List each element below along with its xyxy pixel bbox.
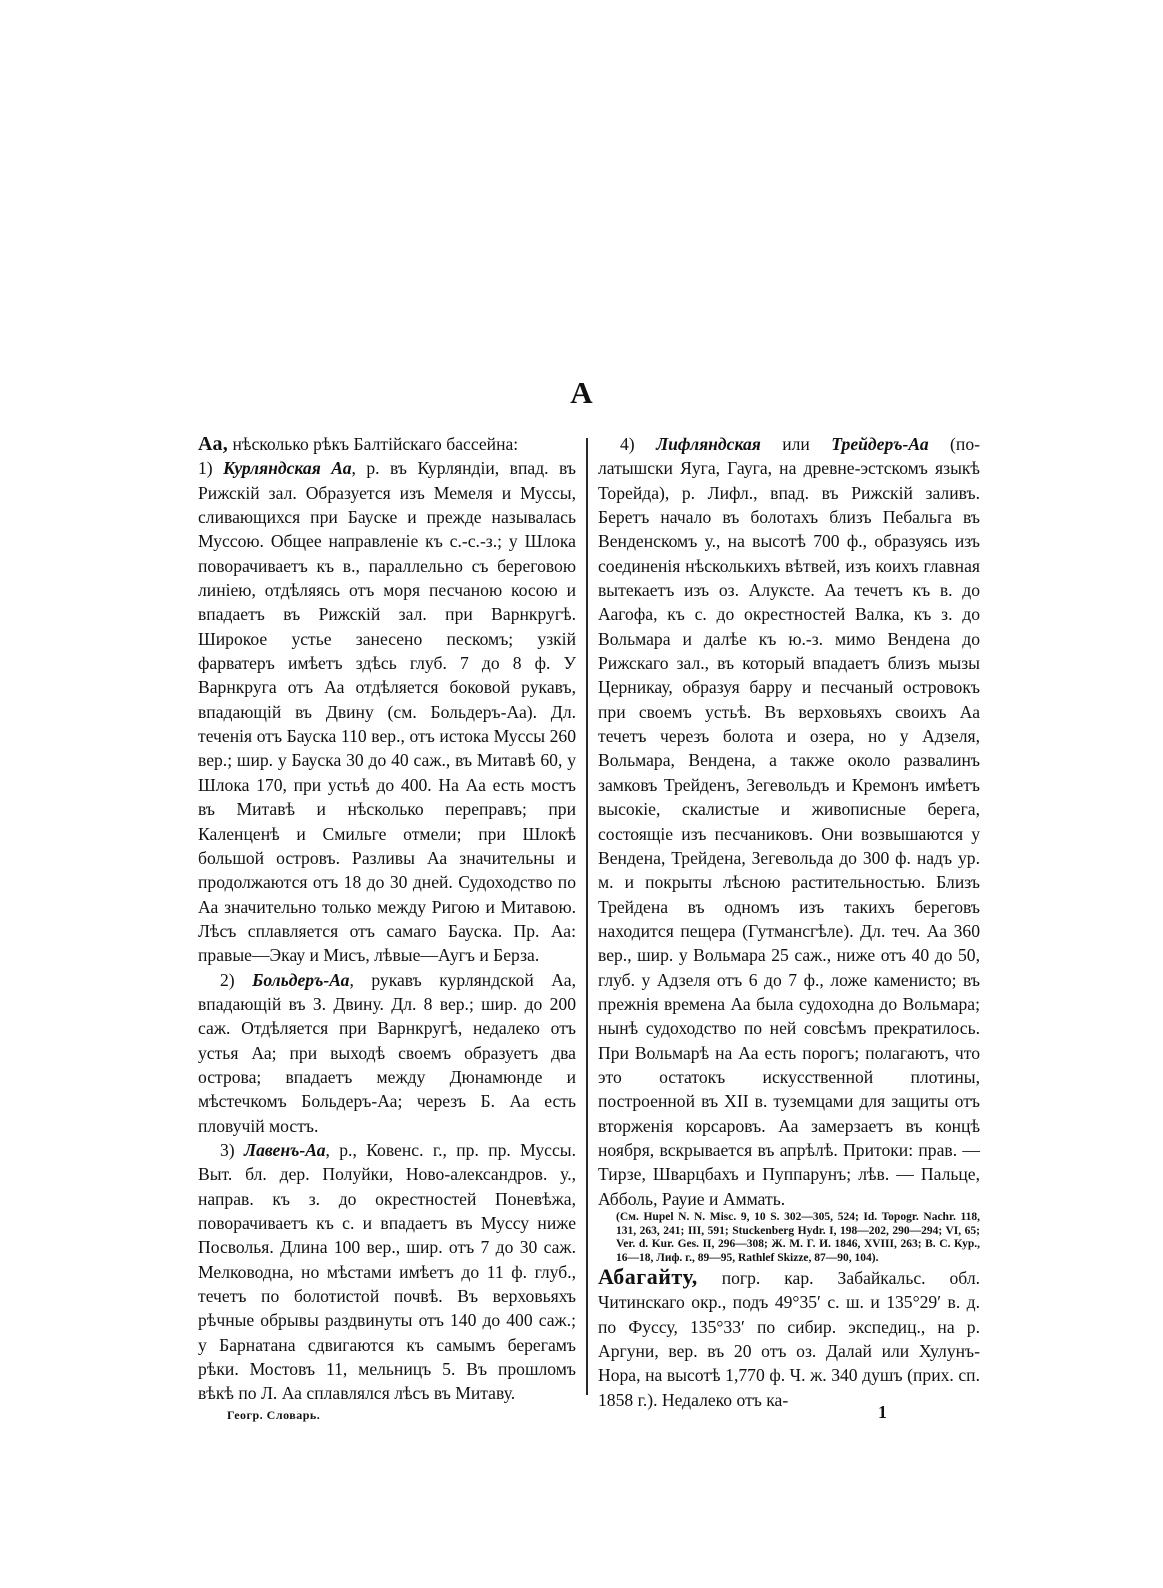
entry-aa-paragraph-1	[198, 432, 576, 968]
headword-aa: Аа,	[198, 433, 229, 455]
section-letter: А	[570, 375, 593, 410]
footer-title: Геогр. Словарь.	[227, 1408, 321, 1422]
right-column	[598, 432, 980, 1412]
entry-aa-item-number-2: 2)	[220, 969, 253, 990]
entry-aa-item-or: или	[760, 434, 832, 454]
column-divider	[586, 438, 588, 1395]
entry-abagaitu-paragraph	[598, 1265, 980, 1412]
headword-abagaitu: Абагайту,	[598, 1264, 698, 1289]
entry-aa-paragraph-3	[198, 1138, 576, 1406]
entry-aa-paragraph-4	[598, 432, 980, 1211]
left-column	[198, 432, 576, 1406]
entry-aa-item-text-2: , рукавъ курляндской Аа, впадающій въ З. Двину. Дл. 8 вер.; шир. до 200 саж. Отдѣляется при Варнкругѣ, недалеко отъ устья Аа; при выходѣ своемъ образуетъ два острова; впадаетъ между Дюнамюнде и мѣстечкомъ Больдеръ-Аа; черезъ Б. Аа есть пловучій мостъ.	[198, 969, 576, 1136]
page-number: 1	[878, 1402, 887, 1422]
entry-aa-item-text-1: , р. въ Курляндіи, впад. въ Рижскій зал. Образуется изъ Мемеля и Муссы, сливающихся при Бауске и прежде называлась Муссою. Общее направленіе къ с.-с.-з.; у Шлока поворачиваетъ къ в., параллельно съ береговою линіею, отдѣляясь отъ моря песчаною косою и впадаетъ въ Рижскій зал. при Варнкругѣ. Широкое устье занесено пескомъ; узкій фарватеръ имѣетъ здѣсь глуб. 7 до 8 ф. У Варнкруга отъ Аа отдѣляется боковой рукавъ, впадающій въ Двину (см. Больдеръ-Аа). Дл. теченія отъ Бауска 110 вер., отъ истока Муссы 260 вер.; шир. у Бауска 30 до 40 саж., въ Митавѣ 60, у Шлока 170, при устьѣ до 400. На Аа есть мостъ въ Митавѣ и нѣсколько переправъ; при Каленценѣ и Смильге отмели; при Шлокѣ большой островъ. Разливы Аа значительны и продолжаются отъ 18 до 30 дней. Судоходство по Аа значительно только между Ригою и Митавою. Лѣсъ сплавляется отъ самаго Бауска. Пр. Аа: правые—Экау и Мисъ, лѣвые—Аугъ и Берза.	[198, 458, 576, 966]
entry-aa-intro: нѣсколько рѣкъ Балтійскаго бассейна:	[228, 434, 519, 454]
entry-aa-item-number-4: 4)	[620, 434, 657, 454]
entry-aa-paragraph-2	[198, 968, 576, 1138]
entry-aa-item-text-4: (по-латышски Яуга, Гауга, на древне-эстскомъ языкѣ Торейда), р. Лифл., впад. въ Рижскій заливъ. Беретъ начало въ болотахъ близъ Пебальга въ Венденскомъ у., на высотѣ 700 ф., образуясь изъ соединенія нѣсколькихъ вѣтвей, изъ коихъ главная вытекаетъ изъ оз. Алуксте. Аа течетъ къ в. до Аагофа, къ с. до окрестностей Валка, къ з. до Вольмара и далѣе къ ю.-з. мимо Вендена до Рижскаго зал., въ который впадаетъ близъ мызы Церникау, образуя барру и песчаный островокъ при своемъ устьѣ. Въ верховьяхъ своихъ Аа течетъ черезъ болота и озера, но у Адзеля, Вольмара, Вендена, а также около развалинъ замковъ Трейденъ, Зегевольдъ и Кремонъ имѣетъ высокіе, скалистые и живописные берега, состоящіе изъ песчаниковъ. Они возвышаются у Вендена, Трейдена, Зегевольда до 300 ф. надъ ур. м. и покрыты лѣсною растительностью. Близъ Трейдена въ одномъ изъ такихъ береговъ находится пещера (Гутмансгѣле). Дл. теч. Аа 360 вер., шир. у Вольмара 25 саж., ниже отъ 40 до 50, глуб. у Адзеля отъ 6 до 7 ф., ложе каменисто; въ прежнія времена Аа была судоходна до Вольмара; нынѣ судоходство по ней совсѣмъ прекратилось. При Вольмарѣ на Аа есть порогъ; полагаютъ, что это остатокъ искусственной плотины, построенной въ XII в. туземцами для защиты отъ вторженія корсаровъ. Аа замерзаетъ въ концѣ ноября, вскрывается въ апрѣлѣ. Притоки: прав. — Тирзе, Шварцбахъ и Пуппарунъ; лѣв. — Пальце, Абболь, Рауие и Аммать.	[598, 434, 980, 1209]
entry-aa-item-name-4b: Трейдеръ-Аа	[831, 434, 929, 454]
references: (См. Hupel N. N. Misc. 9, 10 S. 302—305, 524; Id. Topogr. Nachr. 118, 131, 263, 241; III, 591; Stuckenberg Hydr. I, 198—202, 290—294; VI, 65; Ver. d. Kur. Ges. II, 296—308; Ж. М. Г. И. 1846, XVIII, 263; В. С. Кур., 16—18, Лиф. г., 89—95, Rathlef Skizze, 87—90, 104).	[616, 1211, 980, 1264]
entry-aa-item-name-4: Лифляндская	[656, 434, 761, 454]
entry-aa-item-name-1: Курляндская Аа	[223, 458, 352, 479]
entry-abagaitu-text: погр. кар. Забайкальс. обл. Читинскаго окр., подъ 49°35′ с. ш. и 135°29′ в. д. по Фуссу, 135°33′ по сибир. экспедиц., на р. Аргуни, вер. въ 20 отъ оз. Далай или Хулунъ-Нора, на высотѣ 1,770 ф. Ч. ж. 340 душъ (прих. сп. 1858 г.). Недалеко отъ ка-	[598, 1268, 980, 1410]
entry-aa-item-number-1: 1)	[198, 458, 224, 479]
entry-aa-item-name-3: Лавенъ-Аа	[244, 1139, 326, 1160]
entry-aa-item-text-3: , р., Ковенс. г., пр. пр. Муссы. Выт. бл. дер. Полуйки, Ново-александров. у., направ. къ з. до окрестностей Поневѣжа, поворачиваетъ къ с. и впадаетъ въ Муссу ниже Посволья. Длина 100 вер., шир. отъ 7 до 30 саж. Мелководна, но мѣстами имѣетъ до 11 ф. глуб., течетъ по болотистой почвѣ. Въ верховьяхъ рѣчные обрывы раздвинуты отъ 140 до 400 саж.; у Барнатана сдвигаются къ самымъ берегамъ рѣки. Мостовъ 11, мельницъ 5. Въ прошломъ вѣкѣ по Л. Аа сплавлялся лѣсъ въ Митаву.	[198, 1139, 576, 1404]
entry-aa-item-number-3: 3)	[220, 1139, 245, 1160]
entry-aa-item-name-2: Больдеръ-Аа	[252, 969, 350, 990]
